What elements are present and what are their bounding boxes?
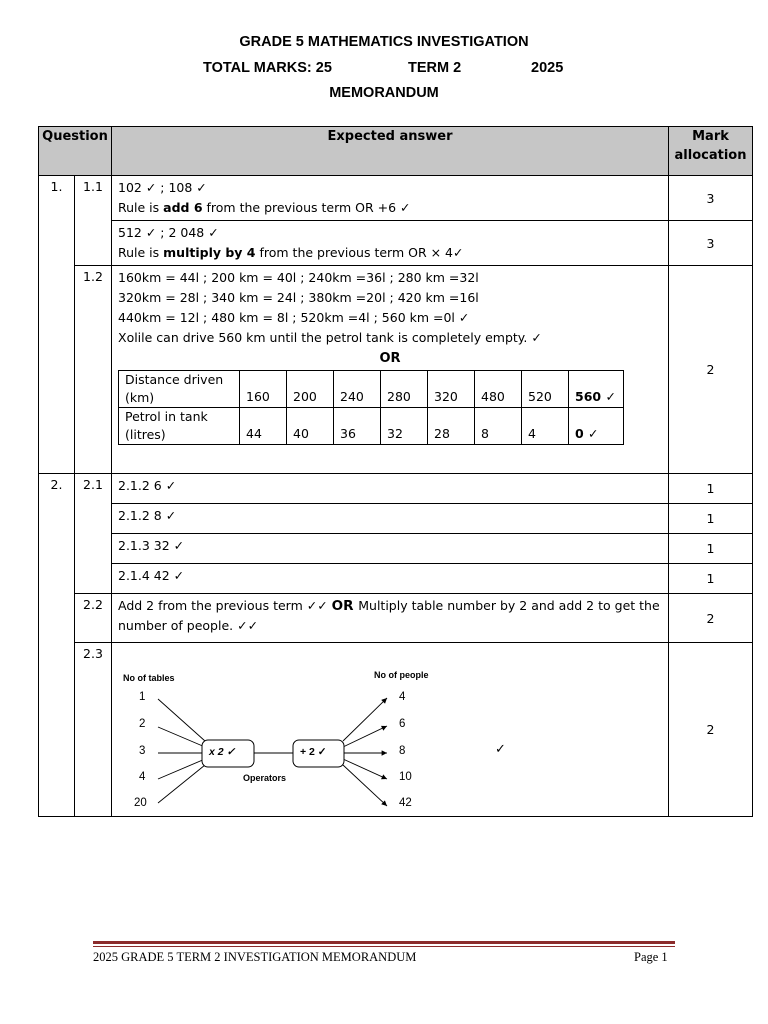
mark-2-3: 2 (669, 643, 753, 817)
distance-cell: 560 ✓ (569, 371, 624, 408)
answer-2-1-3: 2.1.3 32 ✓ (112, 534, 669, 564)
term-label: TERM 2 (408, 60, 462, 76)
distance-cell: 160 (240, 371, 287, 408)
petrol-cell: 36 (334, 408, 381, 445)
expected-answer-header: Expected answer (112, 127, 669, 176)
table-value: 1 (139, 691, 146, 703)
distance-cell: 280 (381, 371, 428, 408)
answer-2-1-1: 2.1.2 6 ✓ (112, 474, 669, 504)
answer-1-1-part-a: 102 ✓ ; 108 ✓ Rule is add 6 from the previous term OR +6 ✓ (112, 176, 669, 221)
petrol-label: Petrol in tank (litres) (119, 408, 240, 445)
page-number: Page 1 (634, 950, 668, 964)
calc-line-2: 320km = 28l ; 340 km = 24l ; 380km =20l ; 420 km =16l (118, 290, 479, 305)
subquestion-2-2: 2.2 (75, 594, 112, 643)
table-header-row (39, 127, 753, 176)
check-mark: ✓ (495, 741, 506, 756)
mark-2-2: 2 (669, 594, 753, 643)
mark-1-1-part-b: 3 (669, 221, 753, 266)
distance-cell: 480 (475, 371, 522, 408)
petrol-cell: 32 (381, 408, 428, 445)
petrol-cell: 40 (287, 408, 334, 445)
answer-1-2 (112, 266, 669, 474)
row-1-1b (39, 221, 753, 266)
row-2-3 (39, 643, 753, 817)
answer-2-1-2: 2.1.2 8 ✓ (112, 504, 669, 534)
people-value: 42 (399, 797, 412, 809)
calc-line-1: 160km = 44l ; 200 km = 40l ; 240km =36l ; 280 km =32l (118, 270, 479, 285)
table-value: 3 (139, 745, 146, 757)
question-header: Question (39, 127, 112, 176)
memo-table (38, 126, 753, 817)
subquestion-2-1: 2.1 (75, 474, 112, 594)
mark-allocation-header: Mark allocation (669, 127, 753, 176)
year-label: 2025 (531, 60, 564, 76)
people-value: 10 (399, 771, 412, 783)
mark-1-2: 2 (669, 266, 753, 474)
distance-cell: 240 (334, 371, 381, 408)
footer-title: 2025 GRADE 5 TERM 2 INVESTIGATION MEMORANDUM (93, 950, 417, 964)
document-title: GRADE 5 MATHEMATICS INVESTIGATION (239, 34, 529, 50)
or-label: OR (379, 351, 401, 366)
petrol-cell: 4 (522, 408, 569, 445)
petrol-row (119, 408, 624, 445)
calc-line-3: 440km = 12l ; 480 km = 8l ; 520km =4l ; 560 km =0l ✓ (118, 310, 470, 325)
people-value: 6 (399, 718, 406, 730)
people-value: 8 (399, 745, 406, 757)
table-value: 20 (134, 797, 147, 809)
distance-row (119, 371, 624, 408)
people-label: No of people (374, 670, 429, 680)
answer-2-3 (112, 643, 669, 817)
mark-2-1-1: 1 (669, 474, 753, 504)
petrol-cell: 28 (428, 408, 475, 445)
table-value: 2 (139, 718, 146, 730)
row-2-1-b (39, 504, 753, 534)
tables-label: No of tables (123, 673, 175, 683)
operators-label: Operators (243, 773, 287, 783)
row-2-2 (39, 594, 753, 643)
row-2-1-a (39, 474, 753, 504)
footer-rule (93, 941, 675, 944)
mark-2-1-3: 1 (669, 534, 753, 564)
subquestion-1-1: 1.1 (75, 176, 112, 266)
operator-times-2: x 2 ✓ (209, 746, 236, 758)
row-2-1-c (39, 534, 753, 564)
answer-2-1-4: 2.1.4 42 ✓ (112, 564, 669, 594)
distance-cell: 320 (428, 371, 475, 408)
distance-cell: 520 (522, 371, 569, 408)
petrol-cell: 44 (240, 408, 287, 445)
row-2-1-d (39, 564, 753, 594)
subquestion-2-3: 2.3 (75, 643, 112, 817)
subquestion-1-2: 1.2 (75, 266, 112, 474)
row-1-2 (39, 266, 753, 474)
mark-2-1-2: 1 (669, 504, 753, 534)
conclusion-line: Xolile can drive 560 km until the petrol tank is completely empty. ✓ (118, 330, 542, 345)
total-marks: TOTAL MARKS: 25 (203, 60, 332, 76)
footer-rule-thin (93, 946, 675, 947)
distance-petrol-table (118, 370, 624, 445)
answer-2-2: Add 2 from the previous term ✓✓ OR Multiply table number by 2 and add 2 to get the number of people. ✓✓ (112, 594, 669, 643)
people-value: 4 (399, 691, 406, 703)
mark-2-1-4: 1 (669, 564, 753, 594)
flow-diagram (112, 643, 668, 813)
distance-label: Distance driven (km) (119, 371, 240, 408)
memorandum-subtitle: MEMORANDUM (329, 85, 439, 101)
question-number-1: 1. (39, 176, 75, 474)
row-1-1a (39, 176, 753, 221)
distance-cell: 200 (287, 371, 334, 408)
petrol-cell: 0 ✓ (569, 408, 624, 445)
diagram-lines (112, 643, 669, 813)
answer-1-1-part-b: 512 ✓ ; 2 048 ✓ Rule is multiply by 4 from the previous term OR × 4✓ (112, 221, 669, 266)
operator-plus-2: + 2 ✓ (300, 746, 327, 758)
mark-1-1-part-a: 3 (669, 176, 753, 221)
table-value: 4 (139, 771, 146, 783)
petrol-cell: 8 (475, 408, 522, 445)
question-number-2: 2. (39, 474, 75, 817)
